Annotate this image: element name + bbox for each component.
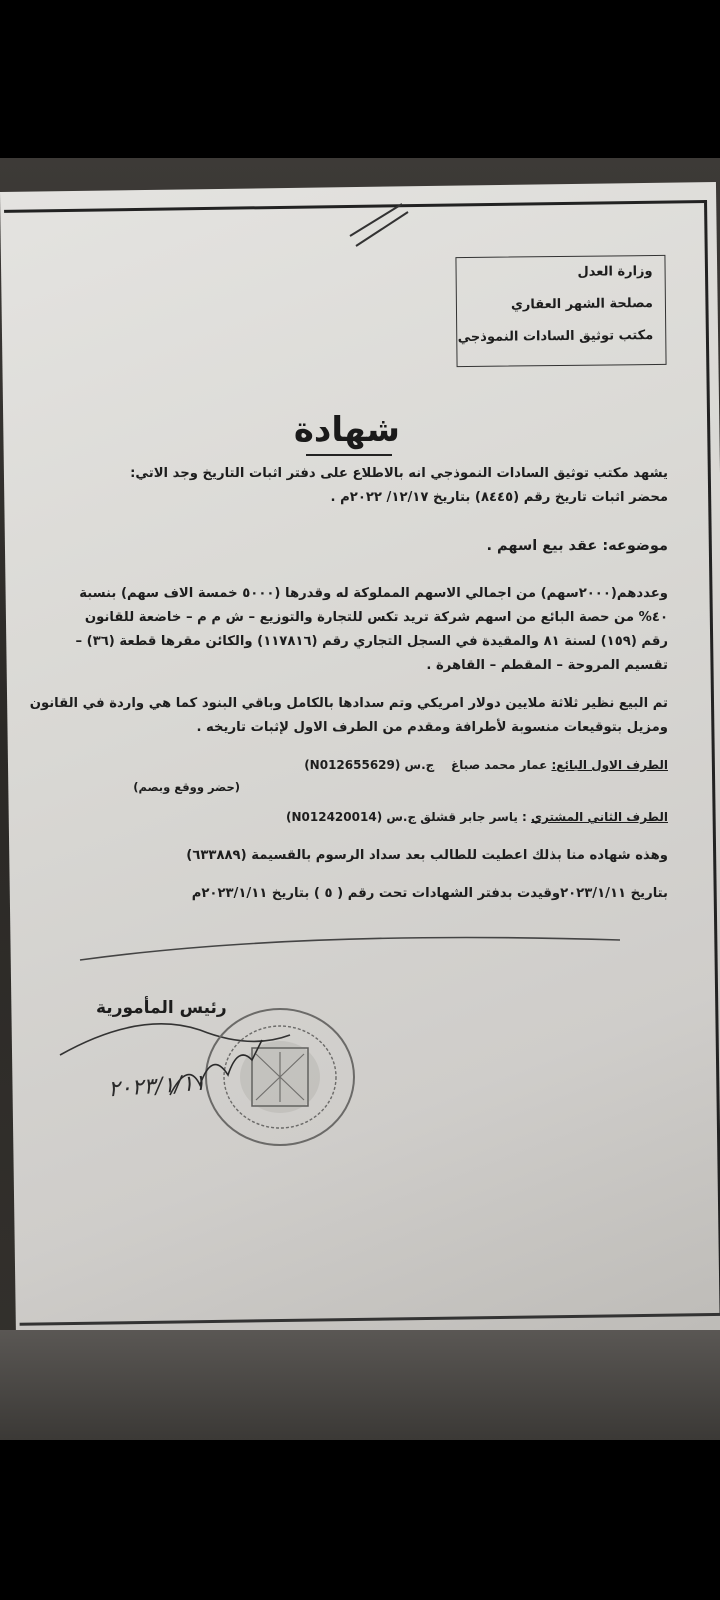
party-one-label: الطرف الاول البائع: — [551, 758, 668, 772]
details-line-4: تقسيم المروحة – المقطم – القاهرة . — [426, 658, 668, 673]
signature-title: رئيس المأمورية — [96, 998, 227, 1018]
details-line-3: رقم (١٥٩) لسنة ٨١ والمقيدة في السجل التجاري رقم (١١٧٨١٦) والكائن مقرها قطعة (٣٦) – — [75, 634, 668, 649]
sale-line-1: تم البيع نظير ثلاثة ملايين دولار امريكي وتم سدادها بالكامل وباقي البنود كما هي واردة في القانون — [29, 696, 668, 711]
ministry-name: وزارة العدل — [577, 264, 653, 280]
details-line-1: وعددهم(٢٠٠٠سهم) من اجمالي الاسهم المملوكة له وقدرها (٥٠٠٠ خمسة الاف سهم) بنسبة — [79, 586, 668, 601]
office-name: مكتب توثيق السادات النموذجي — [457, 328, 654, 346]
intro-line-1: يشهد مكتب توثيق السادات النموذجي انه بالاطلاع على دفتر اثبات التاريخ وجد الاتي: — [130, 466, 668, 481]
party-two-label: الطرف الثاني المشتري — [531, 810, 668, 824]
fees-line: وهذه شهاده منا بذلك اعطيت للطالب بعد سداد الرسوم بالقسيمة (٦٣٣٨٨٩) — [186, 848, 668, 863]
party-one-id-label: ج.س — [404, 758, 435, 772]
handwritten-date: ٢٠٢٣/١/١١ — [107, 1070, 207, 1103]
party-one-id: (N012655629) — [304, 758, 401, 772]
details-line-2: ٤٠% من حصة البائع من اسهم شركة تريد تكس للتجارة والتوزيع – ش م م – خاضعة للقانون — [84, 610, 668, 625]
document-title: شهادة — [293, 410, 400, 450]
party-two-id: (N012420014) — [286, 810, 383, 824]
subject-line: موضوعه: عقد بيع اسهم . — [486, 538, 668, 554]
party-one-name: عمار محمد صباغ — [451, 758, 548, 772]
registration-line: بتاريخ ٢٠٢٣/١/١١وقيدت بدفتر الشهادات تحت رقم ( ٥ ) بتاريخ ٢٠٢٣/١/١١م — [191, 886, 668, 901]
sale-line-2: ومزيل بتوقيعات منسوبة لأطرافة ومقدم من الطرف الاول لإثبات تاريخه . — [196, 720, 668, 735]
party-two-name: : ياسر جابر قشلق ج.س — [386, 810, 527, 824]
party-one-note: (حضر ووقع وبصم) — [133, 780, 240, 794]
department-name: مصلحة الشهر العقاري — [510, 296, 654, 313]
intro-line-2: محضر اثبات تاريخ رقم (٨٤٤٥) بتاريخ ١٢/١٧/ ٢٠٢٢م . — [330, 490, 668, 505]
